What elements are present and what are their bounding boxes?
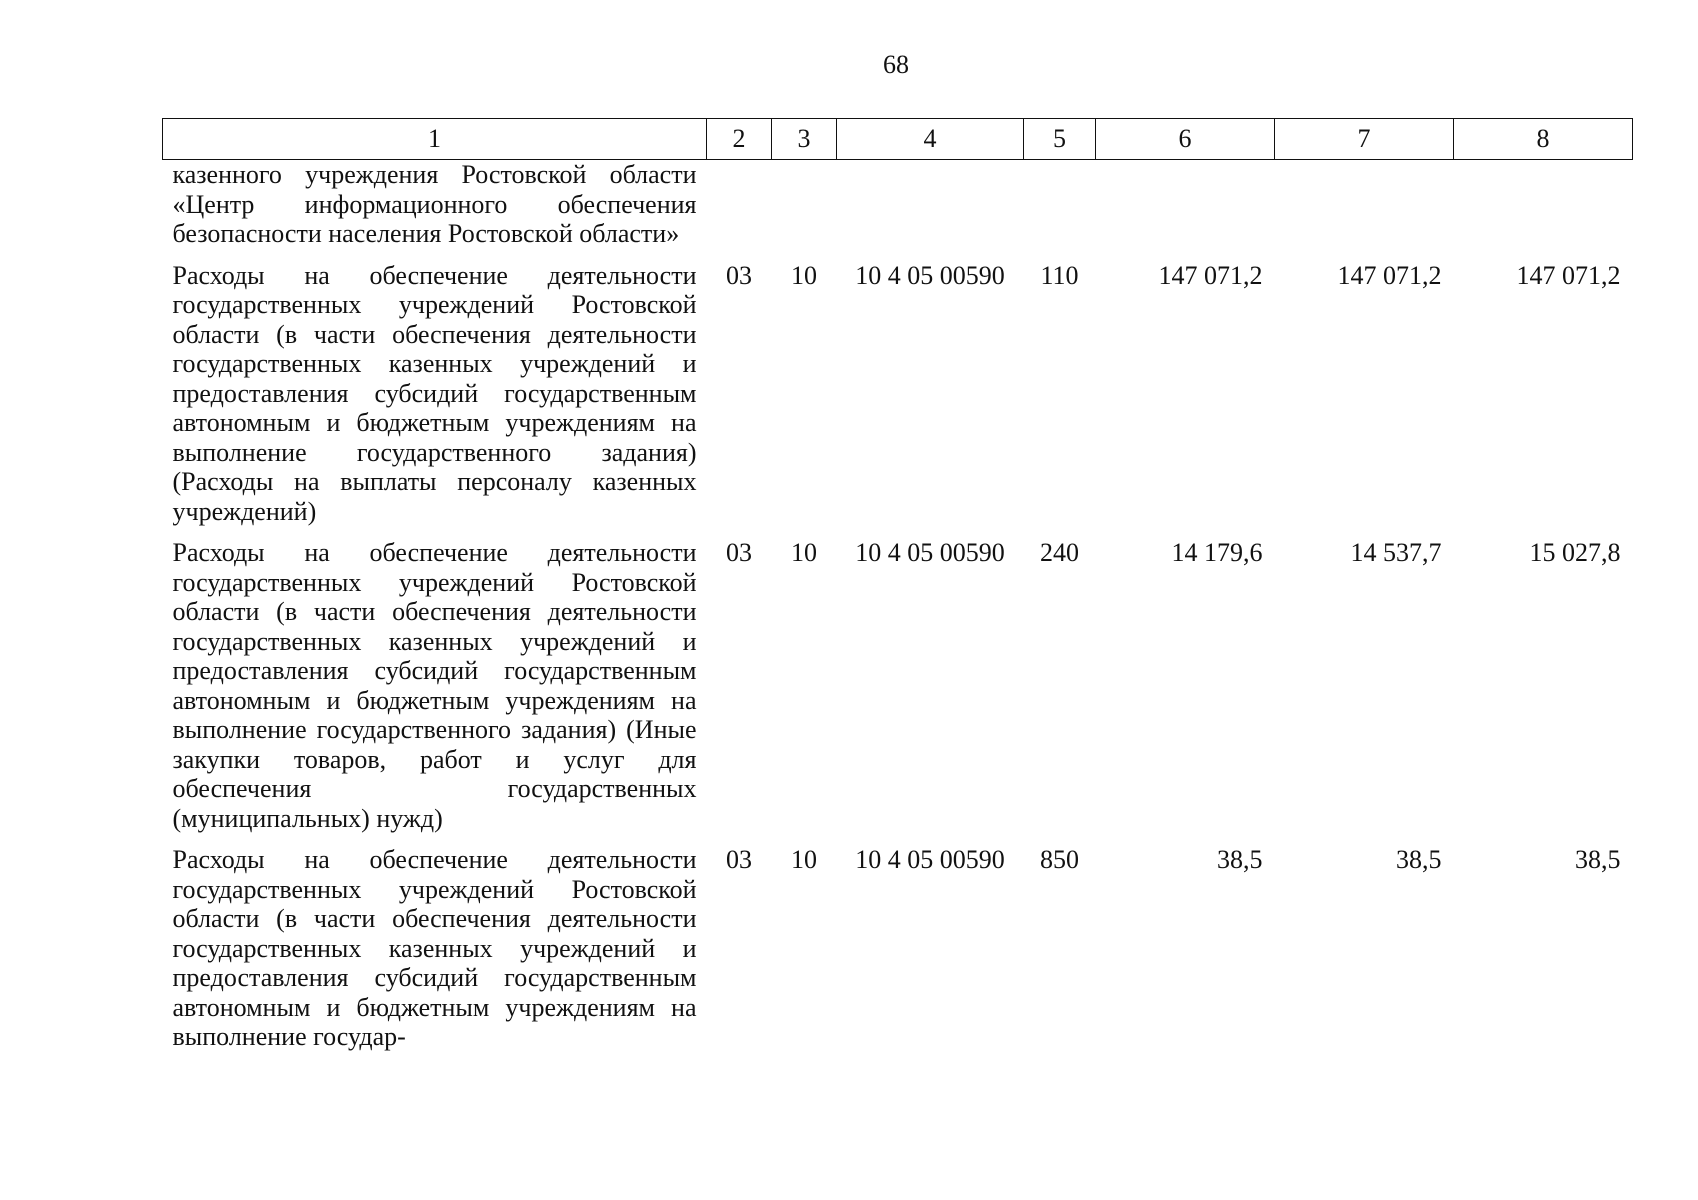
table-row — [163, 261, 1633, 539]
table-row — [163, 538, 1633, 845]
target-article-code: 10 4 05 00590 — [855, 845, 1005, 874]
amount-col-6: 147 071,2 — [1158, 260, 1263, 290]
expense-type-code: 110 — [1040, 260, 1079, 290]
target-article-code: 10 4 05 00590 — [855, 538, 1005, 567]
row-description: Расходы на обеспечение деятельности государственных учреждений Ростовской области (в части обеспечения деятельности государственных казенных учреждений и предоставления субсидий государственным автономным и бюджетным учреждениям на выполнение государ- — [172, 845, 697, 1051]
subsection-code: 10 — [791, 538, 817, 567]
column-number-row — [163, 119, 1633, 160]
amount-col-8 — [1454, 160, 1633, 261]
amount-col-7: 14 537,7 — [1350, 538, 1442, 567]
column-header: 3 — [772, 119, 837, 160]
amount-col-8: 38,5 — [1575, 845, 1621, 874]
column-header: 2 — [707, 119, 772, 160]
expense-type-code: 850 — [1040, 845, 1079, 874]
column-header: 8 — [1454, 119, 1633, 160]
amount-col-7: 38,5 — [1396, 845, 1442, 874]
column-header: 6 — [1096, 119, 1275, 160]
column-header: 5 — [1024, 119, 1096, 160]
row-description: Расходы на обеспечение деятельности государственных учреждений Ростовской области (в части обеспечения деятельности государственных казенных учреждений и предоставления субсидий государственным автономным и бюджетным учреждениям на выполнение государственного задания) (Иные закупки товаров, работ и услуг для обеспечения государственных (муниципальных) нужд) — [172, 538, 697, 833]
table-row — [163, 160, 1633, 261]
row-description: казенного учреждения Ростовской области «Центр информационного обеспечения безопасности населения Ростовской области» — [172, 160, 697, 248]
row-description: Расходы на обеспечение деятельности государственных учреждений Ростовской области (в части обеспечения деятельности государственных казенных учреждений и предоставления субсидий государственным автономным и бюджетным учреждениям на выполнение государственного задания) (Расходы на выплаты персоналу казенных учреждений) — [172, 260, 697, 526]
target-article-code: 10 4 05 00590 — [855, 260, 1005, 290]
amount-col-8: 147 071,2 — [1516, 260, 1621, 290]
section-code: 03 — [726, 260, 752, 290]
amount-col-6 — [1096, 160, 1275, 261]
expense-type-code — [1024, 160, 1096, 261]
amount-col-6: 38,5 — [1217, 845, 1263, 874]
column-header: 1 — [163, 119, 707, 160]
subsection-code: 10 — [791, 260, 817, 290]
subsection-code — [772, 160, 837, 261]
column-header: 7 — [1275, 119, 1454, 160]
section-code — [707, 160, 772, 261]
amount-col-6: 14 179,6 — [1171, 538, 1263, 567]
page-number: 68 — [883, 50, 909, 79]
section-code: 03 — [726, 845, 752, 874]
target-article-code — [837, 160, 1024, 261]
section-code: 03 — [726, 538, 752, 567]
subsection-code: 10 — [791, 845, 817, 874]
amount-col-8: 15 027,8 — [1529, 538, 1621, 567]
table-row — [163, 845, 1633, 1064]
amount-col-7: 147 071,2 — [1337, 260, 1442, 290]
column-header: 4 — [837, 119, 1024, 160]
budget-table — [162, 118, 1633, 1064]
amount-col-7 — [1275, 160, 1454, 261]
expense-type-code: 240 — [1040, 538, 1079, 567]
